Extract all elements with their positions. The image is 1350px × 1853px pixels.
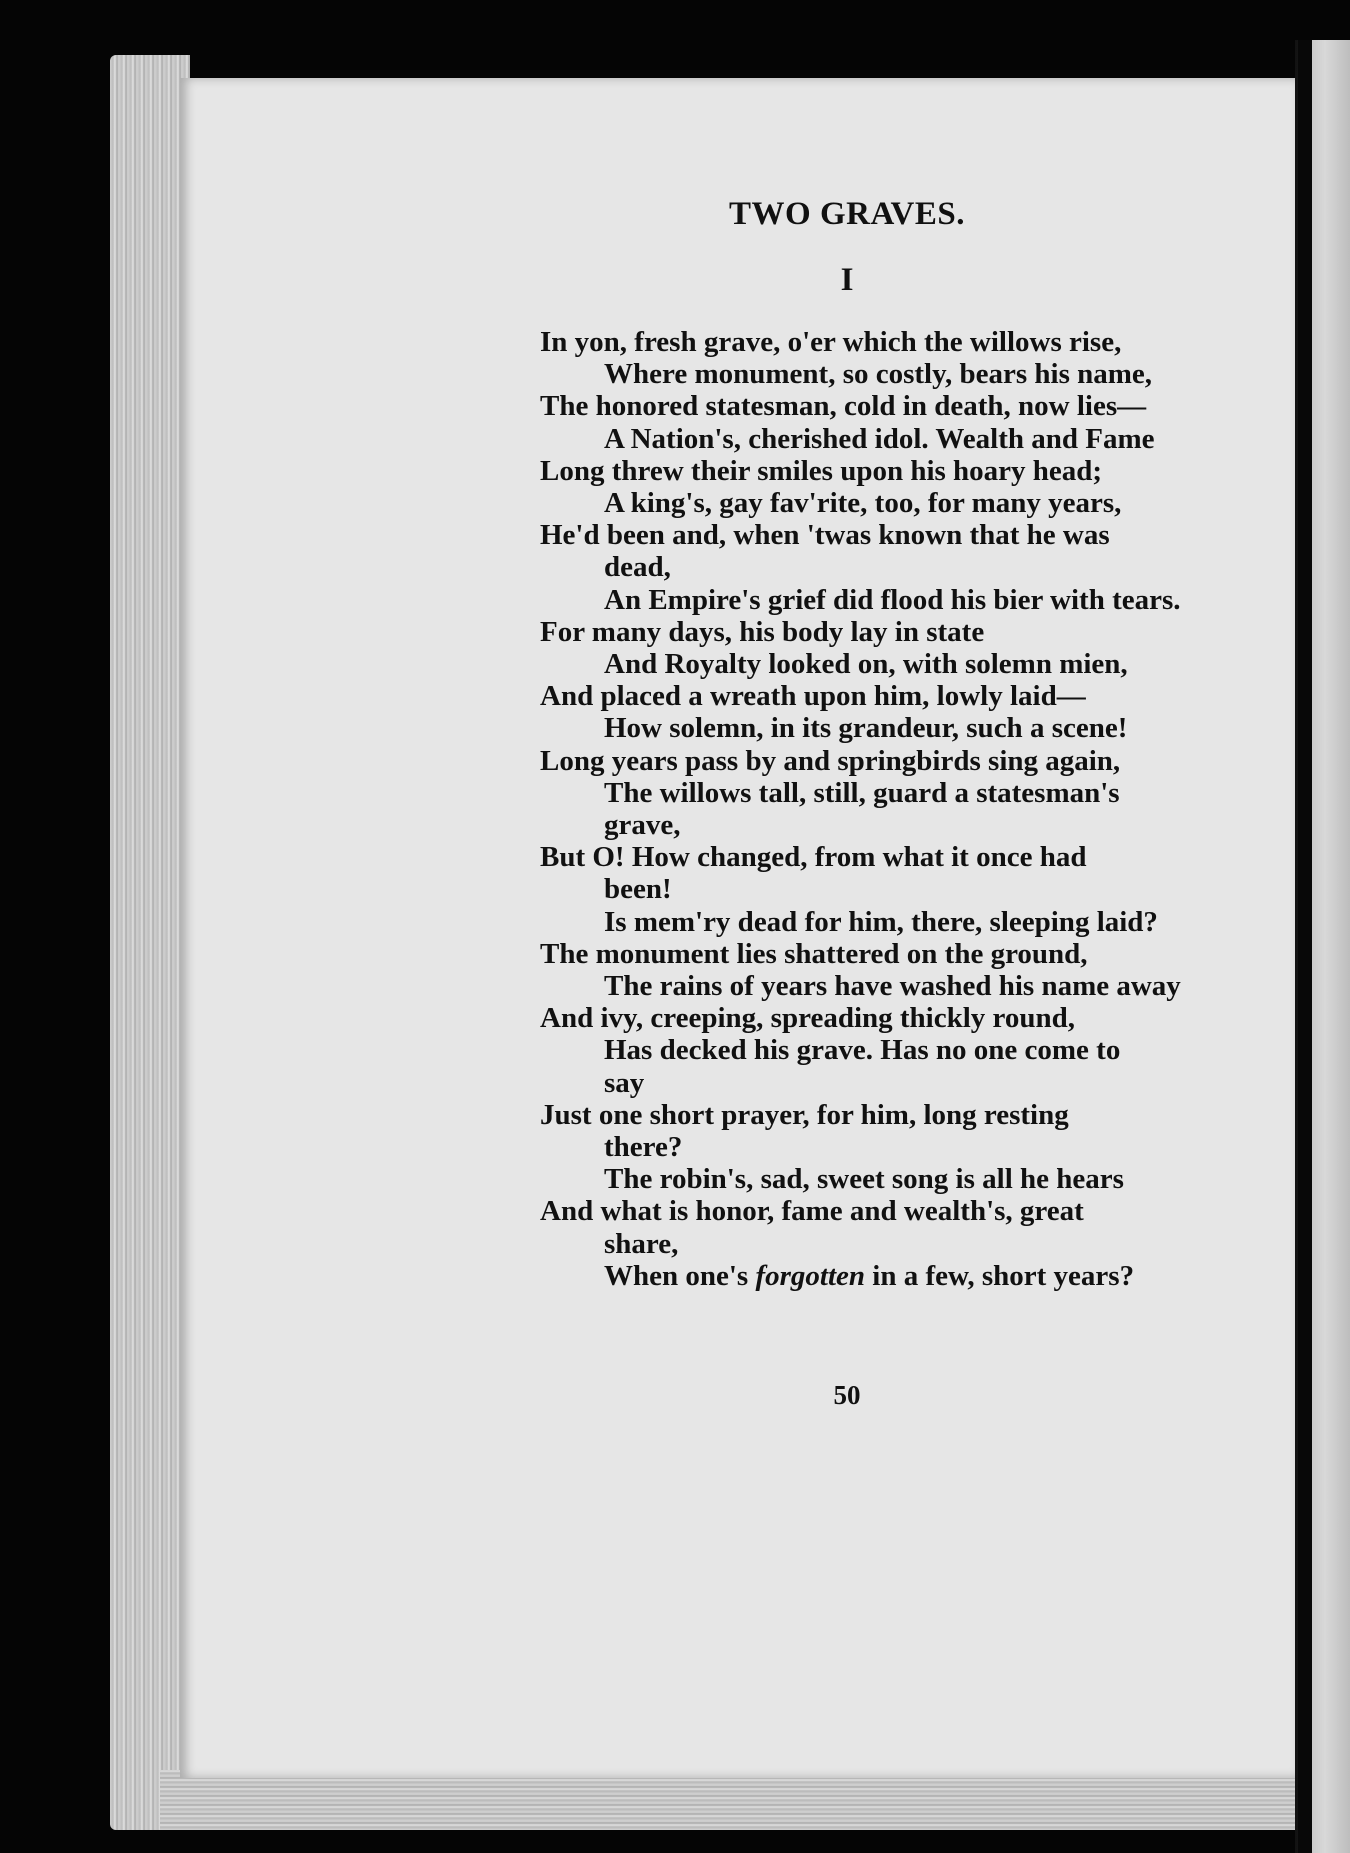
poem-line: For many days, his body lay in state (540, 615, 985, 648)
poem-line: share, (604, 1227, 679, 1260)
poem-line: And what is honor, fame and wealth's, great (540, 1195, 1084, 1228)
poem-line: And Royalty looked on, with solemn mien, (604, 648, 1128, 681)
poem-line: Just one short prayer, for him, long resting (540, 1098, 1069, 1131)
poem-line: And ivy, creeping, spreading thickly round, (540, 1002, 1076, 1035)
poem-line: A Nation's, cherished idol. Wealth and Fame (604, 422, 1155, 455)
book-gutter-shadow (1298, 40, 1312, 1853)
poem-title: TWO GRAVES. (729, 196, 965, 232)
poem-line: Where monument, so costly, bears his name, (604, 358, 1153, 391)
poem-line: been! (604, 873, 672, 906)
poem-line: But O! How changed, from what it once had (540, 841, 1087, 874)
poem-line: In yon, fresh grave, o'er which the willows rise, (540, 326, 1122, 358)
poem-line: How solemn, in its grandeur, such a scene! (604, 712, 1128, 745)
poem-line: He'd been and, when 'twas known that he was (540, 519, 1110, 552)
poem-line: The robin's, sad, sweet song is all he hears (604, 1163, 1124, 1196)
poem-line: dead, (604, 551, 671, 584)
poem-line: The honored statesman, cold in death, now lies— (540, 390, 1147, 423)
poem-line: Has decked his grave. Has no one come to (604, 1034, 1121, 1067)
poem-line: there? (604, 1131, 683, 1164)
poem-body (508, 326, 1188, 1292)
poem-line: say (604, 1066, 645, 1099)
poem-line: Long threw their smiles upon his hoary head; (540, 454, 1103, 487)
final-line-end: in a few, short years? (865, 1259, 1135, 1292)
final-line-start: When one's (604, 1259, 756, 1292)
book-page-edges-bottom (160, 1770, 1310, 1830)
poem-line: And placed a wreath upon him, lowly laid— (540, 680, 1086, 713)
section-numeral: I (840, 262, 854, 298)
poem-line: An Empire's grief did flood his bier with tears. (604, 583, 1181, 616)
emphasized-word: forgotten (755, 1259, 866, 1292)
poem-line: The monument lies shattered on the ground, (540, 937, 1088, 970)
poem-line: Is mem'ry dead for him, there, sleeping laid? (604, 905, 1158, 938)
book-page-edges-left (110, 55, 190, 1830)
poem-line: Long years pass by and springbirds sing again, (540, 744, 1121, 777)
poem-line: A king's, gay fav'rite, too, for many years, (604, 487, 1122, 520)
poem-line: The willows tall, still, guard a statesman's (604, 776, 1120, 809)
page-number: 50 (833, 1380, 861, 1410)
poem-line: The rains of years have washed his name away (604, 970, 1181, 1003)
poem-final-line (508, 1260, 1188, 1292)
poem-line: grave, (604, 809, 681, 842)
